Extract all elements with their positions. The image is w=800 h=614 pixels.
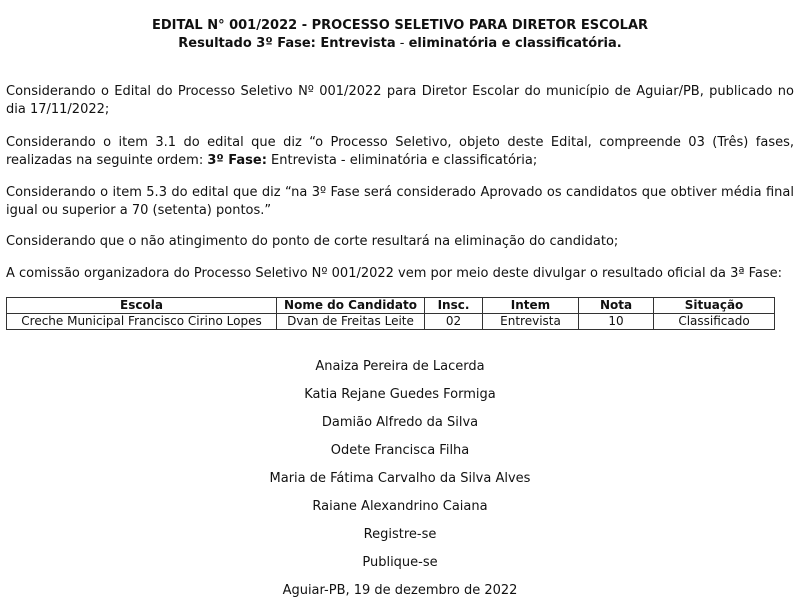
signatory-name: Damião Alfredo da Silva [321, 415, 479, 430]
cell-inscricao: 02 [425, 314, 483, 330]
registre-se-text: Registre-se [363, 527, 437, 542]
table-row [7, 314, 775, 330]
paragraph-item-3-1-end: Entrevista - eliminatória e classificatória; [266, 153, 538, 168]
subtitle-phase: Resultado 3º Fase: Entrevista [178, 36, 396, 51]
paragraph-announcement: A comissão organizadora do Processo Seletivo Nº 001/2022 vem por meio deste divulgar o resultado oficial da 3ª Fase: [6, 266, 783, 281]
column-header-candidato: Nome do Candidato [277, 298, 425, 314]
subtitle-type: eliminatória e classificatória. [408, 36, 622, 51]
signatory-name: Odete Francisca Filha [330, 443, 470, 458]
cell-item: Entrevista [483, 314, 579, 330]
paragraph-cutoff: Considerando que o não atingimento do ponto de corte resultará na eliminação do candidato; [6, 234, 619, 249]
signatory-name: Maria de Fátima Carvalho da Silva Alves [269, 471, 531, 486]
table-header-row [7, 298, 775, 314]
publique-se-text: Publique-se [362, 555, 438, 570]
signatory-name: Raiane Alexandrino Caiana [312, 499, 488, 514]
column-header-situacao: Situação [654, 298, 775, 314]
paragraph-item-3-1-text: Considerando o item 3.1 do edital que diz “o Processo Seletivo, objeto deste Edital, compreende 03 (Três) fases, realizadas na seguinte ordem: [6, 135, 794, 168]
column-header-inscricao: Insc. [425, 298, 483, 314]
signatory-name: Katia Rejane Guedes Formiga [304, 387, 496, 402]
cell-situacao: Classificado [654, 314, 775, 330]
signatures-block [0, 356, 800, 608]
column-header-item: Intem [483, 298, 579, 314]
result-table [6, 297, 775, 330]
paragraph-edital: Considerando o Edital do Processo Seletivo Nº 001/2022 para Diretor Escolar do município de Aguiar/PB, publicado no dia 17/11/2022; [6, 84, 794, 117]
cell-escola: Creche Municipal Francisco Cirino Lopes [7, 314, 277, 330]
paragraph-item-3-1 [6, 134, 794, 170]
paragraph-item-5-3: Considerando o item 5.3 do edital que diz “na 3º Fase será considerado Aprovado os candidatos que obtiver média final igual ou superior a 70 (setenta) pontos.” [6, 185, 794, 218]
paragraph-item-3-1-phase: 3º Fase: [207, 153, 267, 168]
column-header-nota: Nota [579, 298, 654, 314]
cell-nota: 10 [579, 314, 654, 330]
date-line: Aguiar-PB, 19 de dezembro de 2022 [282, 583, 518, 598]
subtitle-separator: - [395, 36, 409, 51]
column-header-escola: Escola [7, 298, 277, 314]
cell-candidato: Dvan de Freitas Leite [277, 314, 425, 330]
edital-title: EDITAL N° 001/2022 - PROCESSO SELETIVO PARA DIRETOR ESCOLAR [151, 18, 649, 33]
edital-subtitle [0, 36, 800, 51]
signatory-name: Anaiza Pereira de Lacerda [315, 359, 485, 374]
